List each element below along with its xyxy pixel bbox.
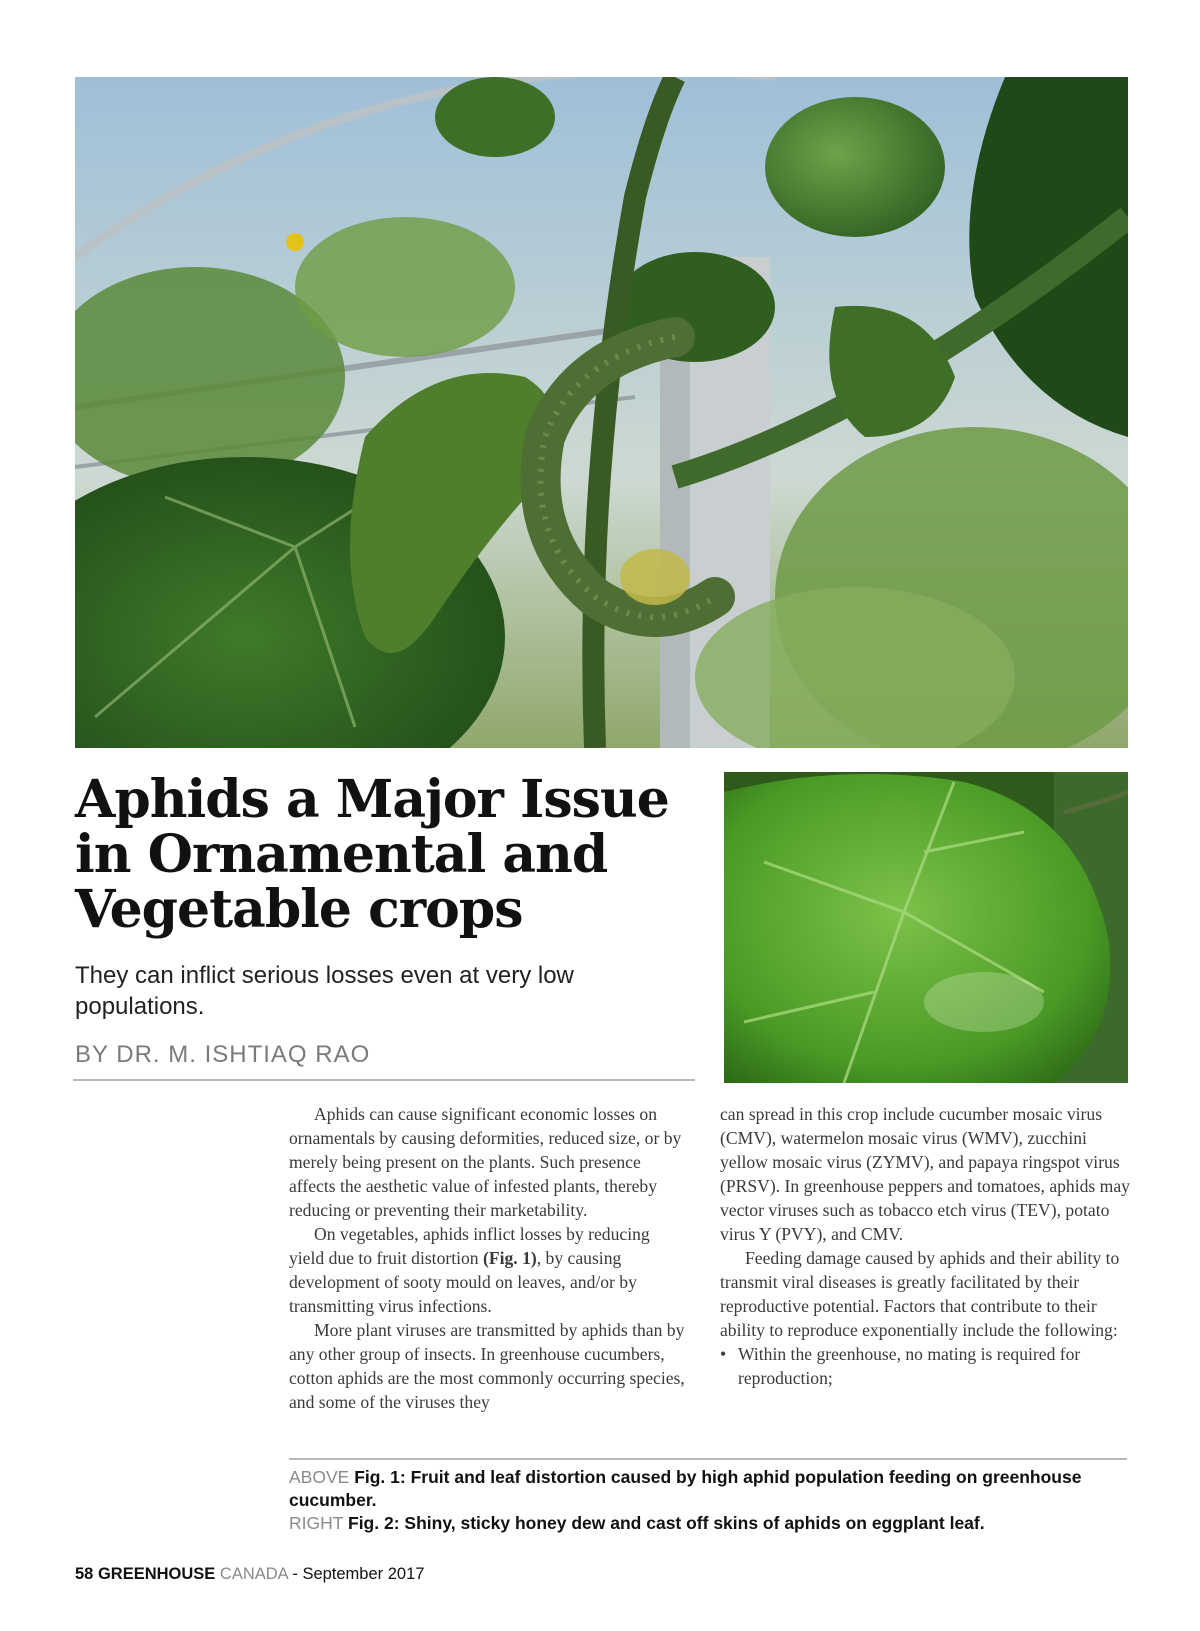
caption-fig-2: [289, 1512, 1119, 1535]
body-paragraph-2: [289, 1222, 689, 1318]
article-subtitle: They can inflict serious losses even at very low populations.: [75, 962, 574, 1020]
caption-fig-1: [289, 1466, 1119, 1512]
side-photo-illustration: [724, 772, 1128, 1083]
caption-right-tag: RIGHT: [289, 1513, 344, 1533]
body-paragraph-1: Aphids can cause significant economic losses on ornamentals by causing deformities, reduced size, or by merely being present on the plants. Such presence affects the aesthetic value of infested plants, thereby reducing or preventing their marketability.: [289, 1104, 682, 1220]
page-number: 58: [75, 1565, 94, 1583]
body-column-2: [720, 1102, 1130, 1390]
byline: BY DR. M. ISHTIAQ RAO: [75, 1041, 371, 1068]
article-title: Aphids a Major Issue in Ornamental and Vegetable crops: [75, 769, 669, 940]
body-paragraph-5: Feeding damage caused by aphids and their ability to transmit viral diseases is greatly facilitated by their reproductive potential. Factors that contribute to their ability to reproduce exponentially include the following:: [720, 1248, 1120, 1340]
caption-above-tag: ABOVE: [289, 1467, 350, 1487]
caption-right-text: Shiny, sticky honey dew and cast off skins of aphids on eggplant leaf.: [404, 1513, 985, 1533]
caption-above-text: Fruit and leaf distortion caused by high aphid population feeding on greenhouse cucumber.: [289, 1467, 1082, 1510]
fig-1-reference: (Fig. 1): [483, 1248, 537, 1268]
side-photo-eggplant-leaf: [724, 772, 1128, 1083]
body-paragraph-2-text-a: On vegetables, aphids inflict losses by reducing yield due to fruit distortion: [289, 1224, 650, 1268]
page-footer: [75, 1565, 424, 1584]
magazine-name-bold: GREENHOUSE: [97, 1565, 216, 1583]
title-divider: [73, 1079, 695, 1081]
bullet-item: [720, 1342, 1130, 1390]
body-paragraph-2-text-b: , by causing development of sooty mould on leaves, and/or by transmitting virus infections.: [289, 1248, 637, 1316]
body-paragraph-3: More plant viruses are transmitted by aphids than by any other group of insects. In greenhouse cucumbers, cotton aphids are the most commonly occurring species, and some of the viruses they: [289, 1320, 685, 1412]
body-column-1: [289, 1102, 689, 1414]
hero-photo-illustration: [75, 77, 1128, 748]
magazine-name-light: CANADA: [219, 1565, 288, 1583]
caption-divider: [289, 1458, 1127, 1460]
body-paragraph-4: can spread in this crop include cucumber mosaic virus (CMV), watermelon mosaic virus (WMV), zucchini yellow mosaic virus (ZYMV), and papaya ringspot virus (PRSV). In greenhouse peppers and tomatoes, aphids may vector viruses such as tobacco etch virus (TEV), potato virus Y (PVY), and CMV.: [720, 1104, 1130, 1244]
issue-date: - September 2017: [292, 1565, 425, 1583]
bullet-item-text: Within the greenhouse, no mating is required for reproduction;: [738, 1344, 1081, 1388]
bullet-marker: •: [720, 1344, 727, 1364]
caption-above-fig: Fig. 1:: [354, 1467, 406, 1487]
caption-right-fig: Fig. 2:: [348, 1513, 400, 1533]
hero-photo-cucumber: [75, 77, 1128, 748]
figure-captions: [289, 1466, 1119, 1535]
